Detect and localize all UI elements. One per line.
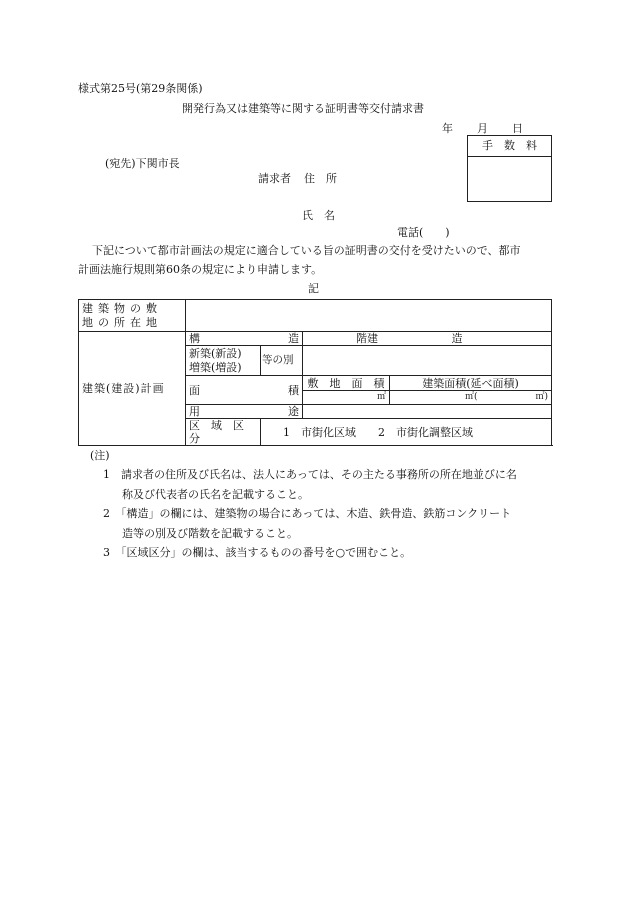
new-extension-label: 新築(新設) 増築(増設)	[186, 346, 261, 376]
building-area-unit: ㎡(	[465, 392, 478, 402]
zone-options[interactable]: 1 市街化区域 2 市街化調整区域	[261, 419, 552, 446]
requester-label: 請求者	[258, 172, 291, 185]
date-month: 月	[477, 122, 488, 135]
requester-address-label: 住 所	[304, 172, 337, 185]
fee-box	[467, 135, 552, 202]
date-day: 日	[512, 122, 523, 135]
total-floor-area-unit: ㎡)	[535, 392, 548, 402]
addressee: (宛先)下関市長	[105, 157, 180, 170]
note-3: 3 「区域区分」の欄は、該当するものの番号を○で囲むこと。	[103, 546, 412, 559]
note-1-line2: 称及び代表者の氏名を記載すること。	[122, 488, 309, 501]
request-text-line1: 下記について都市計画法の規定に適合している旨の証明書の交付を受けたいので、都市	[92, 244, 521, 257]
structure-label: 構 造	[186, 332, 303, 346]
structure-value[interactable]	[303, 332, 552, 346]
request-table	[78, 299, 552, 446]
site-area-value[interactable]	[303, 391, 390, 405]
zone-label: 区 域 区 分	[186, 419, 261, 446]
structure-suffix: 造	[451, 332, 463, 345]
ki-label: 記	[308, 282, 319, 295]
form-number: 様式第25号(第29条関係)	[78, 82, 203, 95]
site-area-unit: ㎡	[376, 392, 386, 402]
notes-heading: (注)	[90, 449, 110, 462]
use-value[interactable]	[303, 405, 552, 419]
requester-name-label: 氏 名	[302, 209, 335, 222]
date-year: 年	[442, 122, 453, 135]
fee-label: 手 数 料	[468, 136, 551, 157]
note-2-line1: 2 「構造」の欄には、建築物の場合にあっては、木造、鉄骨造、鉄筋コンクリート	[103, 507, 512, 520]
site-location-label: 建築物の敷 地の所在地	[79, 300, 186, 332]
note-1-line1: 1 請求者の住所及び氏名は、法人にあっては、その主たる事務所の所在地並びに名	[103, 468, 517, 481]
site-location-value[interactable]	[186, 300, 552, 332]
use-label: 用 途	[186, 405, 303, 419]
distinction-label: 等の別	[261, 346, 303, 376]
plan-label: 建築(建設)計画	[79, 332, 186, 446]
request-text-line2: 計画法施行規則第60条の規定により申請します。	[78, 263, 323, 276]
area-label: 面 積	[186, 376, 303, 405]
document-title: 開発行為又は建築等に関する証明書等交付請求書	[182, 102, 424, 115]
requester-phone-label: 電話( )	[397, 226, 450, 239]
floors-label: 階建	[356, 332, 378, 345]
site-area-header: 敷 地 面 積	[303, 376, 390, 391]
note-2-line2: 造等の別及び階数を記載すること。	[122, 527, 298, 540]
distinction-value[interactable]	[303, 346, 552, 376]
building-area-value[interactable]	[390, 391, 552, 405]
building-area-header: 建築面積(延べ面積)	[390, 376, 552, 391]
